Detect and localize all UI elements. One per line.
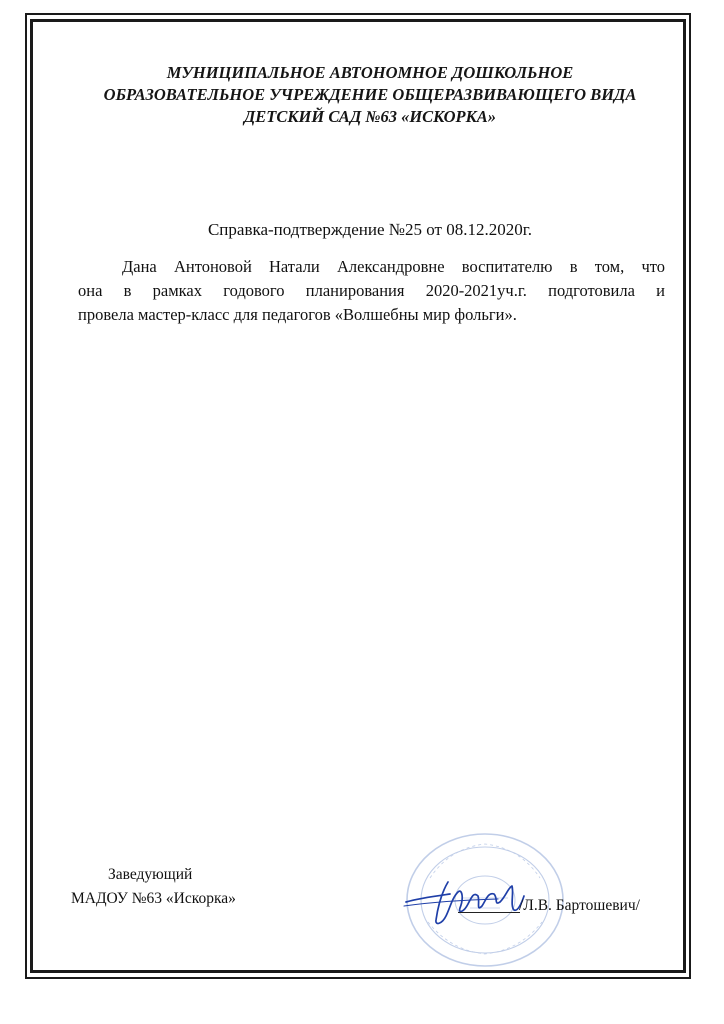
header-line-2: ОБРАЗОВАТЕЛЬНОЕ УЧРЕЖДЕНИЕ ОБЩЕРАЗВИВАЮЩЕГО ВИДА: [103, 85, 637, 104]
signatory-organization: МАДОУ №63 «Искорка»: [71, 890, 236, 907]
signatory-name: /Л.В. Бартошевич/: [519, 897, 640, 914]
signature-line: [458, 912, 520, 913]
document-body: [78, 255, 665, 327]
header-line-1: МУНИЦИПАЛЬНОЕ АВТОНОМНОЕ ДОШКОЛЬНОЕ: [166, 63, 574, 82]
body-line-3: провела мастер-класс для педагогов «Волшебны мир фольги».: [78, 305, 517, 324]
header-line-3: ДЕТСКИЙ САД №63 «ИСКОРКА»: [243, 107, 497, 126]
inner-frame: [30, 19, 686, 973]
document-title: Справка-подтверждение №25 от 08.12.2020г.: [207, 220, 533, 239]
body-line-1: Дана Антоновой Натали Александровне воспитателю в том, что: [122, 257, 665, 276]
institution-header: [60, 62, 680, 128]
body-line-2: она в рамках годового планирования 2020-2021уч.г. подготовила и: [78, 281, 665, 300]
signatory-position: Заведующий: [108, 866, 193, 883]
signature-icon: [402, 872, 528, 930]
